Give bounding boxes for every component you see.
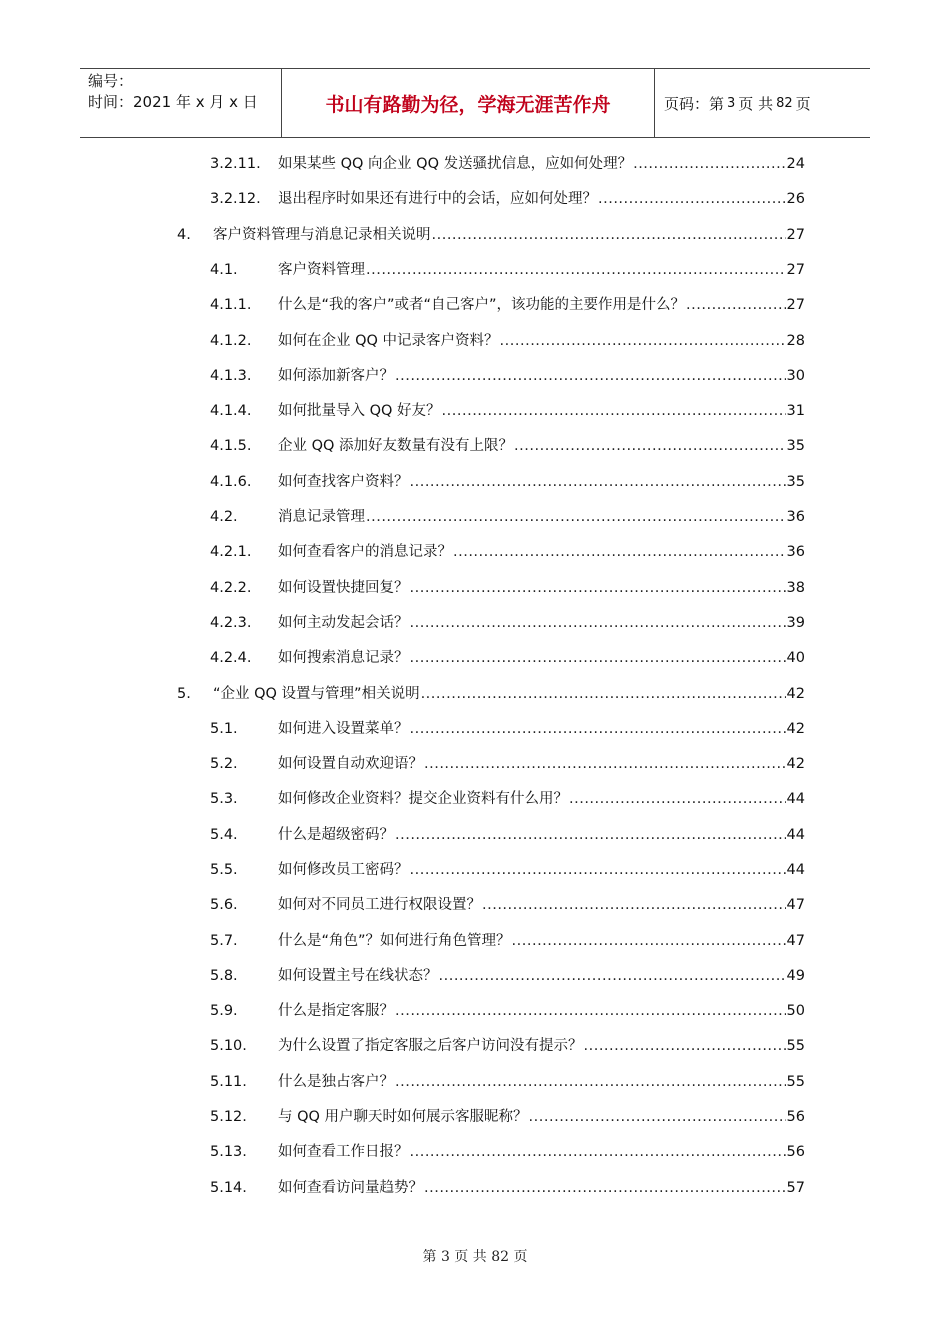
toc-leader-dots: [366, 506, 786, 528]
toc-title: 如何设置主号在线状态？: [278, 968, 438, 984]
toc-leader-dots: [500, 330, 786, 352]
toc-page-number: 26: [786, 191, 805, 207]
toc-entry[interactable]: [210, 577, 805, 599]
toc-leader-dots: [410, 471, 786, 493]
toc-title: 企业 QQ 添加好友数量有没有上限？: [278, 438, 514, 454]
toc-entry[interactable]: [210, 1177, 805, 1199]
toc-number: 5.4.: [210, 827, 238, 843]
toc-title: 什么是独占客户？: [278, 1074, 394, 1090]
toc-entry[interactable]: [177, 224, 805, 246]
toc-leader-dots: [512, 930, 786, 952]
toc-entry[interactable]: [210, 294, 805, 316]
toc-page-number: 56: [786, 1109, 805, 1125]
toc-entry[interactable]: [210, 859, 805, 881]
toc-leader-dots: [584, 1035, 786, 1057]
toc-entry[interactable]: [210, 541, 805, 563]
toc-number: 5.13.: [210, 1144, 247, 1160]
toc-entry[interactable]: [177, 683, 805, 705]
toc-title: 如何添加新客户？: [278, 368, 394, 384]
toc-number: 3.2.11.: [210, 156, 261, 172]
toc-leader-dots: [686, 294, 786, 316]
toc-title: 消息记录管理: [278, 509, 365, 525]
toc-entry[interactable]: [210, 365, 805, 387]
toc-entry[interactable]: [210, 612, 805, 634]
page-header: [80, 68, 870, 138]
page-total: 82: [776, 95, 793, 111]
number-label: 编号：: [88, 72, 134, 90]
toc-title: 退出程序时如果还有进行中的会话，应如何处理？: [278, 191, 597, 207]
toc-number: 5.: [177, 686, 191, 702]
toc-leader-dots: [569, 788, 786, 810]
toc-page-number: 47: [786, 933, 805, 949]
toc-title: 与 QQ 用户聊天时如何展示客服昵称？: [278, 1109, 528, 1125]
page-mid: 页 共: [738, 94, 774, 113]
toc-number: 3.2.12.: [210, 191, 261, 207]
toc-entry[interactable]: [210, 718, 805, 740]
toc-page-number: 27: [786, 262, 805, 278]
toc-leader-dots: [410, 859, 786, 881]
toc-number: 4.1.1.: [210, 297, 252, 313]
toc-title: 客户资料管理与消息记录相关说明: [213, 227, 431, 243]
toc-entry[interactable]: [210, 894, 805, 916]
toc-number: 4.2.4.: [210, 650, 252, 666]
toc-leader-dots: [529, 1106, 786, 1128]
toc-entry[interactable]: [210, 153, 805, 175]
toc-number: 4.2.2.: [210, 580, 252, 596]
toc-title: 如何进入设置菜单？: [278, 721, 409, 737]
header-motto: 书山有路勤为径，学海无涯苦作舟: [325, 93, 611, 116]
toc-leader-dots: [424, 753, 786, 775]
header-divider: [654, 69, 655, 137]
toc-page-number: 38: [786, 580, 805, 596]
toc-page-number: 31: [786, 403, 805, 419]
toc-entry[interactable]: [210, 471, 805, 493]
toc-leader-dots: [442, 400, 786, 422]
toc-title: 如果某些 QQ 向企业 QQ 发送骚扰信息，应如何处理？: [278, 156, 633, 172]
toc-leader-dots: [432, 224, 786, 246]
toc-number: 4.1.6.: [210, 474, 252, 490]
toc-entry[interactable]: [210, 1071, 805, 1093]
toc-title: 如何修改员工密码？: [278, 862, 409, 878]
toc-title: 什么是指定客服？: [278, 1003, 394, 1019]
toc-page-number: 27: [786, 227, 805, 243]
toc-leader-dots: [410, 647, 786, 669]
toc-page-number: 50: [786, 1003, 805, 1019]
toc-number: 5.8.: [210, 968, 238, 984]
toc-page-number: 35: [786, 474, 805, 490]
toc-leader-dots: [395, 824, 786, 846]
header-meta: [88, 71, 258, 113]
toc-title: 如何查看工作日报？: [278, 1144, 409, 1160]
toc-title: 如何查看客户的消息记录？: [278, 544, 452, 560]
toc-page-number: 56: [786, 1144, 805, 1160]
toc-leader-dots: [424, 1177, 786, 1199]
toc-page-number: 40: [786, 650, 805, 666]
toc-number: 4.: [177, 227, 191, 243]
toc-entry[interactable]: [210, 965, 805, 987]
toc-entry[interactable]: [210, 1106, 805, 1128]
toc-entry[interactable]: [210, 647, 805, 669]
toc-title: 如何查看访问量趋势？: [278, 1180, 423, 1196]
toc-leader-dots: [395, 1071, 786, 1093]
toc-number: 5.1.: [210, 721, 238, 737]
date-label: 时间：2021 年 x 月 x 日: [88, 93, 258, 111]
toc-title: 如何设置自动欢迎语？: [278, 756, 423, 772]
toc-entry[interactable]: [210, 824, 805, 846]
toc-entry[interactable]: [210, 506, 805, 528]
toc-number: 5.7.: [210, 933, 238, 949]
toc-number: 4.2.1.: [210, 544, 252, 560]
toc-leader-dots: [598, 188, 786, 210]
toc-number: 5.2.: [210, 756, 238, 772]
toc-number: 5.11.: [210, 1074, 247, 1090]
toc-page-number: 44: [786, 791, 805, 807]
toc-number: 5.6.: [210, 897, 238, 913]
toc-page-number: 47: [786, 897, 805, 913]
toc-number: 4.1.3.: [210, 368, 252, 384]
toc-entry[interactable]: [210, 1035, 805, 1057]
toc-title: 如何查找客户资料？: [278, 474, 409, 490]
toc-page-number: 55: [786, 1074, 805, 1090]
toc-entry[interactable]: [210, 1000, 805, 1022]
toc-entry[interactable]: [210, 400, 805, 422]
toc-page-number: 36: [786, 544, 805, 560]
toc-entry[interactable]: [210, 788, 805, 810]
page-suffix: 页: [795, 94, 811, 113]
toc-number: 4.2.: [210, 509, 238, 525]
toc-page-number: 42: [786, 756, 805, 772]
toc-title: 如何修改企业资料？提交企业资料有什么用？: [278, 791, 568, 807]
toc-leader-dots: [395, 1000, 786, 1022]
toc-title: 如何对不同员工进行权限设置？: [278, 897, 481, 913]
toc-number: 4.1.2.: [210, 333, 252, 349]
toc-number: 5.14.: [210, 1180, 247, 1196]
toc-leader-dots: [410, 1141, 786, 1163]
toc-page-number: 55: [786, 1038, 805, 1054]
page-footer: 第 3 页 共 82 页: [422, 1249, 528, 1265]
toc-page-number: 44: [786, 827, 805, 843]
toc-title: 什么是超级密码？: [278, 827, 394, 843]
toc-number: 5.5.: [210, 862, 238, 878]
toc-page-number: 42: [786, 686, 805, 702]
toc-page-number: 44: [786, 862, 805, 878]
toc-page-number: 39: [786, 615, 805, 631]
toc-page-number: 57: [786, 1180, 805, 1196]
toc-leader-dots: [514, 435, 786, 457]
toc-entry[interactable]: [210, 435, 805, 457]
toc-leader-dots: [482, 894, 786, 916]
toc-page-number: 49: [786, 968, 805, 984]
toc-number: 5.9.: [210, 1003, 238, 1019]
toc-leader-dots: [366, 259, 786, 281]
toc-number: 5.12.: [210, 1109, 247, 1125]
toc-title: 什么是“角色”？如何进行角色管理？: [278, 933, 511, 949]
toc-leader-dots: [421, 683, 786, 705]
toc-title: 客户资料管理: [278, 262, 365, 278]
toc-leader-dots: [453, 541, 786, 563]
toc-page-number: 24: [786, 156, 805, 172]
toc-leader-dots: [410, 718, 786, 740]
toc-entry[interactable]: [210, 330, 805, 352]
toc-page-number: 42: [786, 721, 805, 737]
toc-leader-dots: [410, 612, 786, 634]
toc-number: 4.1.5.: [210, 438, 252, 454]
toc-page-number: 35: [786, 438, 805, 454]
header-page-info: [664, 69, 811, 137]
toc-title: 什么是“我的客户”或者“自己客户”，该功能的主要作用是什么？: [278, 297, 686, 313]
page-prefix: 页码：第: [664, 94, 725, 113]
toc-title: 如何在企业 QQ 中记录客户资料？: [278, 333, 499, 349]
toc-title: 为什么设置了指定客服之后客户访问没有提示？: [278, 1038, 583, 1054]
toc-leader-dots: [439, 965, 786, 987]
toc-entry[interactable]: [210, 188, 805, 210]
toc-title: “企业 QQ 设置与管理”相关说明: [213, 686, 420, 702]
toc-title: 如何设置快捷回复？: [278, 580, 409, 596]
toc-page-number: 30: [786, 368, 805, 384]
toc-number: 5.10.: [210, 1038, 247, 1054]
toc-leader-dots: [633, 153, 785, 175]
toc-entry[interactable]: [210, 753, 805, 775]
toc-number: 5.3.: [210, 791, 238, 807]
toc-page-number: 36: [786, 509, 805, 525]
toc-page-number: 28: [786, 333, 805, 349]
toc-entry[interactable]: [210, 930, 805, 952]
toc-number: 4.2.3.: [210, 615, 252, 631]
toc-number: 4.1.: [210, 262, 238, 278]
toc-leader-dots: [395, 365, 786, 387]
toc-title: 如何批量导入 QQ 好友？: [278, 403, 441, 419]
toc-leader-dots: [410, 577, 786, 599]
page-current: 3: [727, 95, 736, 111]
toc-title: 如何主动发起会话？: [278, 615, 409, 631]
toc-entry[interactable]: [210, 259, 805, 281]
toc-entry[interactable]: [210, 1141, 805, 1163]
toc-title: 如何搜索消息记录？: [278, 650, 409, 666]
toc-number: 4.1.4.: [210, 403, 252, 419]
toc-page-number: 27: [786, 297, 805, 313]
